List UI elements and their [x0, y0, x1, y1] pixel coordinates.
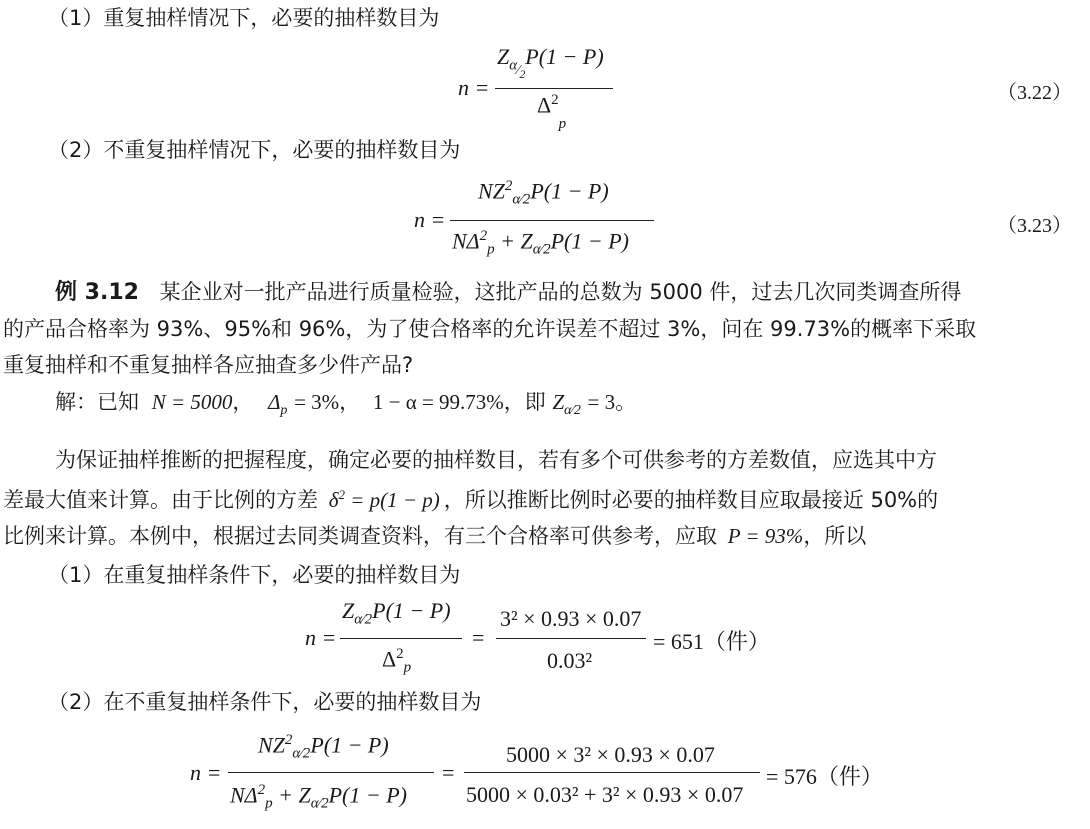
variance-formula: $\delta^2 = p(1 - p)$	[328, 487, 440, 512]
calc2-numerator: 5000 × 3² × 0.93 × 0.07	[506, 742, 715, 767]
para-line-1: 为保证抽样推断的把握程度，确定必要的抽样数目，若有多个可供参考的方差数值，应选其中方	[55, 448, 937, 472]
solution-ji: ，即	[503, 390, 546, 414]
para-line-3b: ，所以	[803, 524, 867, 548]
case1-title: （1）重复抽样情况下，必要的抽样数目为	[48, 6, 440, 30]
para-line-2	[3, 488, 938, 511]
solution-alpha-value: 1 − α = 99.73%	[372, 390, 504, 414]
para-line-2a: 差最大值来计算。由于比例的方差	[3, 488, 318, 512]
calc2-result: = 576（件）	[766, 764, 883, 789]
solution-z-value: = 3。	[587, 390, 637, 414]
solution-prefix: 解：已知	[55, 390, 139, 414]
solution-line: 解：已知 N = 5000， $\Delta_p = 3\%$， 1 − α = 99.73%，即 $Z_{\alpha⁄2} = 3$。	[55, 390, 637, 419]
example-line-1	[55, 282, 961, 304]
example-text-1: 某企业对一批产品进行质量检验，这批产品的总数为 5000 件，过去几次同类调查所得	[159, 280, 962, 304]
example-label: 例 3.12	[55, 280, 139, 305]
calc1-result: = 651（件）	[653, 629, 770, 654]
para-line-3a: 比例来计算。本例中，根据过去同类调查资料，有三个合格率可供参考，应取	[3, 524, 717, 548]
p-value: P = 93%	[727, 524, 804, 548]
solution-delta-value: = 3%	[294, 390, 340, 414]
calc2-title: （2）在不重复抽样条件下，必要的抽样数目为	[48, 690, 482, 714]
para-line-2b: ，所以推断比例时必要的抽样数目应取最接近 50%的	[443, 488, 939, 512]
case2-title: （2）不重复抽样情况下，必要的抽样数目为	[48, 138, 461, 162]
solution-n-value: N = 5000	[151, 390, 233, 414]
para-line-3	[3, 526, 866, 547]
delta-symbol: $\Delta_p$	[268, 390, 288, 419]
eq-number-3-22: （3.22）	[997, 82, 1072, 104]
example-line-2: 的产品合格率为 93%、95%和 96%，为了使合格率的允许误差不超过 3%，问在 99.73%的概率下采取	[3, 317, 977, 341]
calc1-numerator: 3² × 0.93 × 0.07	[500, 606, 642, 631]
example-line-3: 重复抽样和不重复抽样各应抽查多少件产品?	[3, 353, 414, 377]
eq-number-3-23: （3.23）	[997, 215, 1072, 237]
calc1-denominator: 0.03²	[547, 648, 593, 673]
calc1-title: （1）在重复抽样条件下，必要的抽样数目为	[48, 563, 461, 587]
calc2-denominator: 5000 × 0.03² + 3² × 0.93 × 0.07	[466, 782, 744, 807]
z-symbol: $Z_{\alpha⁄2}$	[552, 390, 581, 419]
